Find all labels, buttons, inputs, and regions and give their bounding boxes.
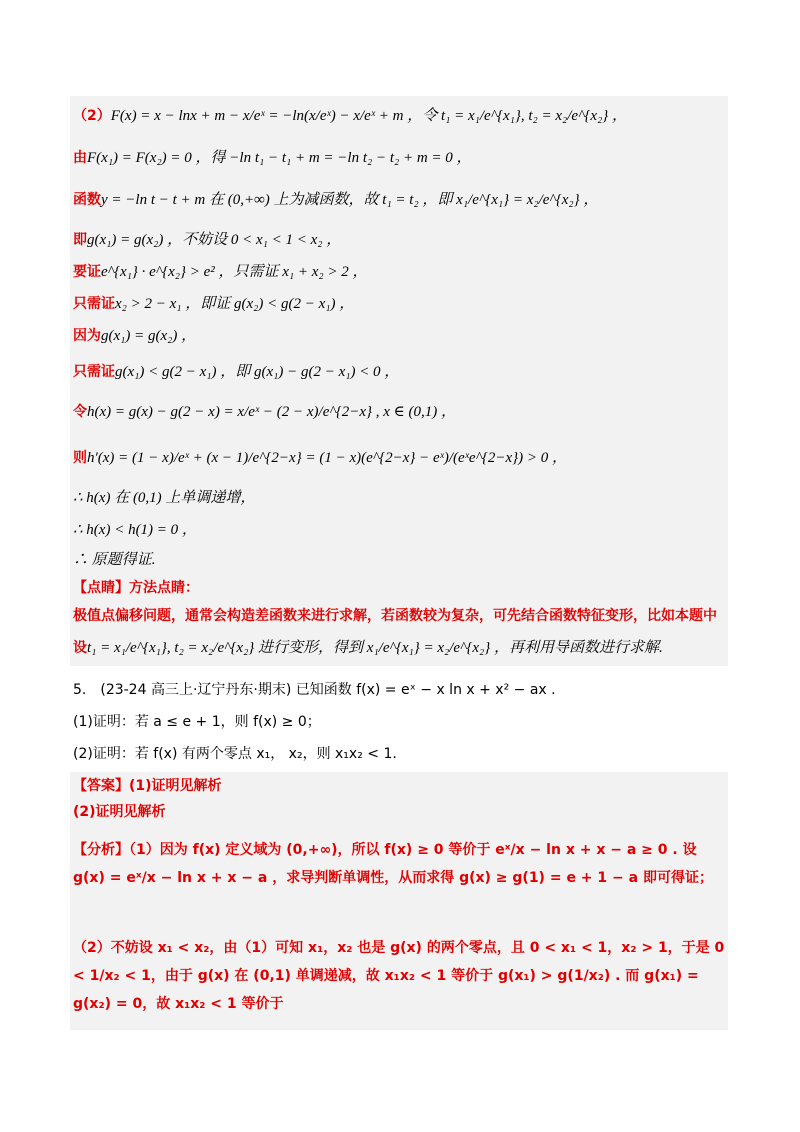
- tip-heading: 【点睛】方法点睛：: [73, 580, 199, 596]
- tip-text: 极值点偏移问题，通常会构造差函数来进行求解，若函数较为复杂，可先结合函数特征变形，比如本题中: [73, 608, 717, 624]
- answer-line: (2)证明见解析: [73, 804, 166, 820]
- problem-stem: 5. (23-24 高三上·辽宁丹东·期末) 已知函数 f(x) = eˣ − x ln x + x² − ax .: [73, 682, 556, 698]
- solution-line: 令h(x) = g(x) − g(2 − x) = x/eˣ − (2 − x)/e^{2−x} , x ∈ (0,1) ，: [73, 404, 456, 420]
- solution-line: 即g(x₁) = g(x₂) ，不妨设 0 < x₁ < 1 < x₂ ，: [73, 232, 342, 248]
- solution-line: ∴ 原题得证.: [73, 552, 156, 568]
- solution-line: 只需证x₂ > 2 − x₁ ，即证 g(x₂) < g(2 − x₁) ，: [73, 296, 355, 312]
- solution-line: 由F(x₁) = F(x₂) = 0 ，得 −ln t₁ − t₁ + m = −ln t₂ − t₂ + m = 0 ，: [73, 150, 472, 166]
- solution-line: ∴ h(x) < h(1) = 0 ，: [73, 522, 197, 538]
- solution-line: 则h′(x) = (1 − x)/eˣ + (x − 1)/e^{2−x} = (1 − x)(e^{2−x} − eˣ)/(eˣe^{2−x}) > 0 ，: [73, 450, 568, 466]
- solution-line: （2）F(x) = x − lnx + m − x/eˣ = −ln(x/eˣ) − x/eˣ + m ，令 t₁ = x₁/e^{x₁}, t₂ = x₂/e^{x₂} ，: [73, 108, 628, 124]
- problem-part1: (1)证明：若 a ≤ e + 1，则 f(x) ≥ 0；: [73, 714, 321, 730]
- answer-line: 【答案】(1)证明见解析: [73, 778, 222, 794]
- solution-line: 因为g(x₁) = g(x₂) ，: [73, 328, 197, 344]
- solution-line: 函数y = −ln t − t + m 在 (0,+∞) 上为减函数，故 t₁ = t₂ ，即 x₁/e^{x₁} = x₂/e^{x₂} ，: [73, 192, 599, 208]
- problem-part2: (2)证明：若 f(x) 有两个零点 x₁， x₂，则 x₁x₂ < 1.: [73, 746, 397, 762]
- analysis-part1: 【分析】（1）因为 f(x) 定义域为 (0,+∞)，所以 f(x) ≥ 0 等价于 eˣ/x − ln x + x − a ≥ 0 . 设 g(x) = eˣ/x − ln x + x − a ，求导判断单调性，从而求得 g(x) ≥ g(1) = e + 1 − a 即可得证；: [73, 842, 713, 886]
- tip-text: 设t₁ = x₁/e^{x₁}, t₂ = x₂/e^{x₂} 进行变形，得到 x₁/e^{x₁} = x₂/e^{x₂} ，再利用导函数进行求解.: [73, 640, 663, 656]
- analysis-part2: （2）不妨设 x₁ < x₂，由（1）可知 x₁，x₂ 也是 g(x) 的两个零点，且 0 < x₁ < 1，x₂ > 1，于是 0 < 1/x₂ < 1，由于 g(x) 在 (0,1) 单调递减，故 x₁x₂ < 1 等价于 g(x₁) > g(1/x₂) . 而 g(x₁) = g(x₂) = 0，故 x₁x₂ < 1 等价于: [73, 940, 725, 1012]
- solution-line: 只需证g(x₁) < g(2 − x₁) ，即 g(x₁) − g(2 − x₁) < 0 ，: [73, 364, 400, 380]
- solution-line: ∴ h(x) 在 (0,1) 上单调递增，: [73, 490, 256, 506]
- solution-line: 要证e^{x₁} · e^{x₂} > e² ，只需证 x₁ + x₂ > 2 ，: [73, 264, 368, 280]
